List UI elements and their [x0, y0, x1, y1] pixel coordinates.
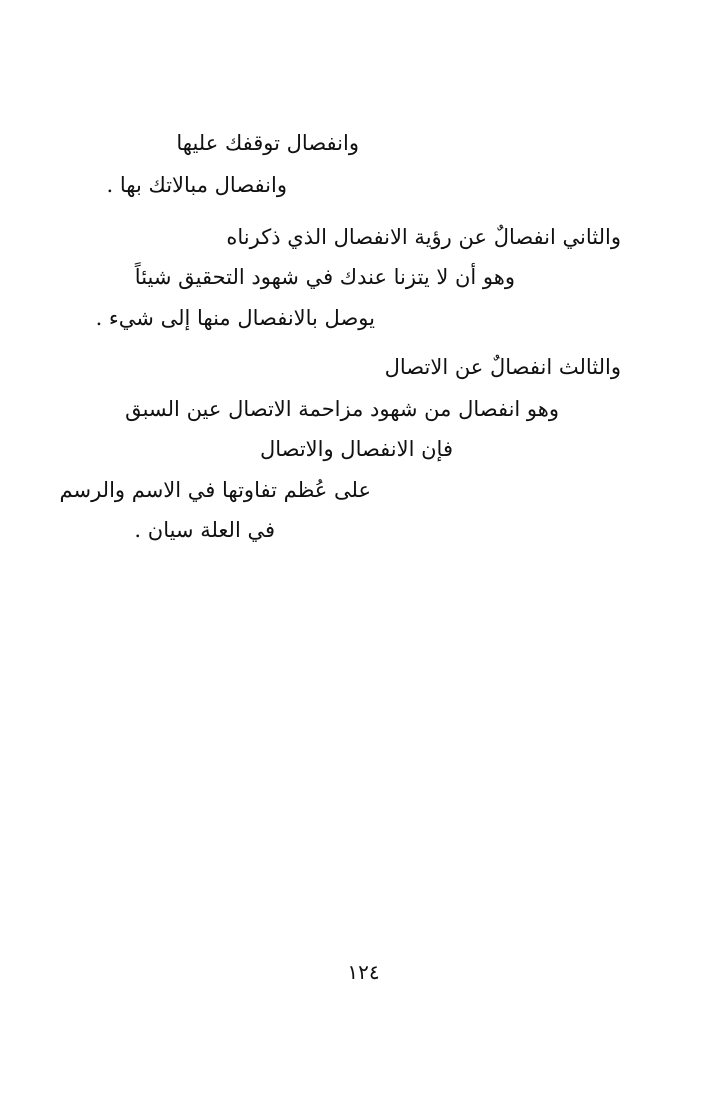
text-line: وانفصال مبالاتك بها .: [106, 173, 287, 197]
page-number: ١٢٤: [347, 960, 380, 984]
text-line: فإن الانفصال والاتصال: [259, 437, 453, 461]
text-line: في العلة سيان .: [134, 518, 275, 542]
text-line: وهو أن لا يتزنا عندك في شهود التحقيق شيئاً: [134, 265, 515, 289]
text-line: والثالث انفصالٌ عن الاتصال: [384, 355, 621, 379]
text-line: يوصل بالانفصال منها إلى شيء .: [95, 306, 375, 330]
text-line: وانفصال توقفك عليها: [176, 131, 359, 155]
text-line: وهو انفصال من شهود مزاحمة الاتصال عين السبق: [125, 397, 559, 421]
text-line: على عُظم تفاوتها في الاسم والرسم: [59, 478, 371, 502]
text-line: والثاني انفصالٌ عن رؤية الانفصال الذي ذكرناه: [226, 225, 621, 249]
